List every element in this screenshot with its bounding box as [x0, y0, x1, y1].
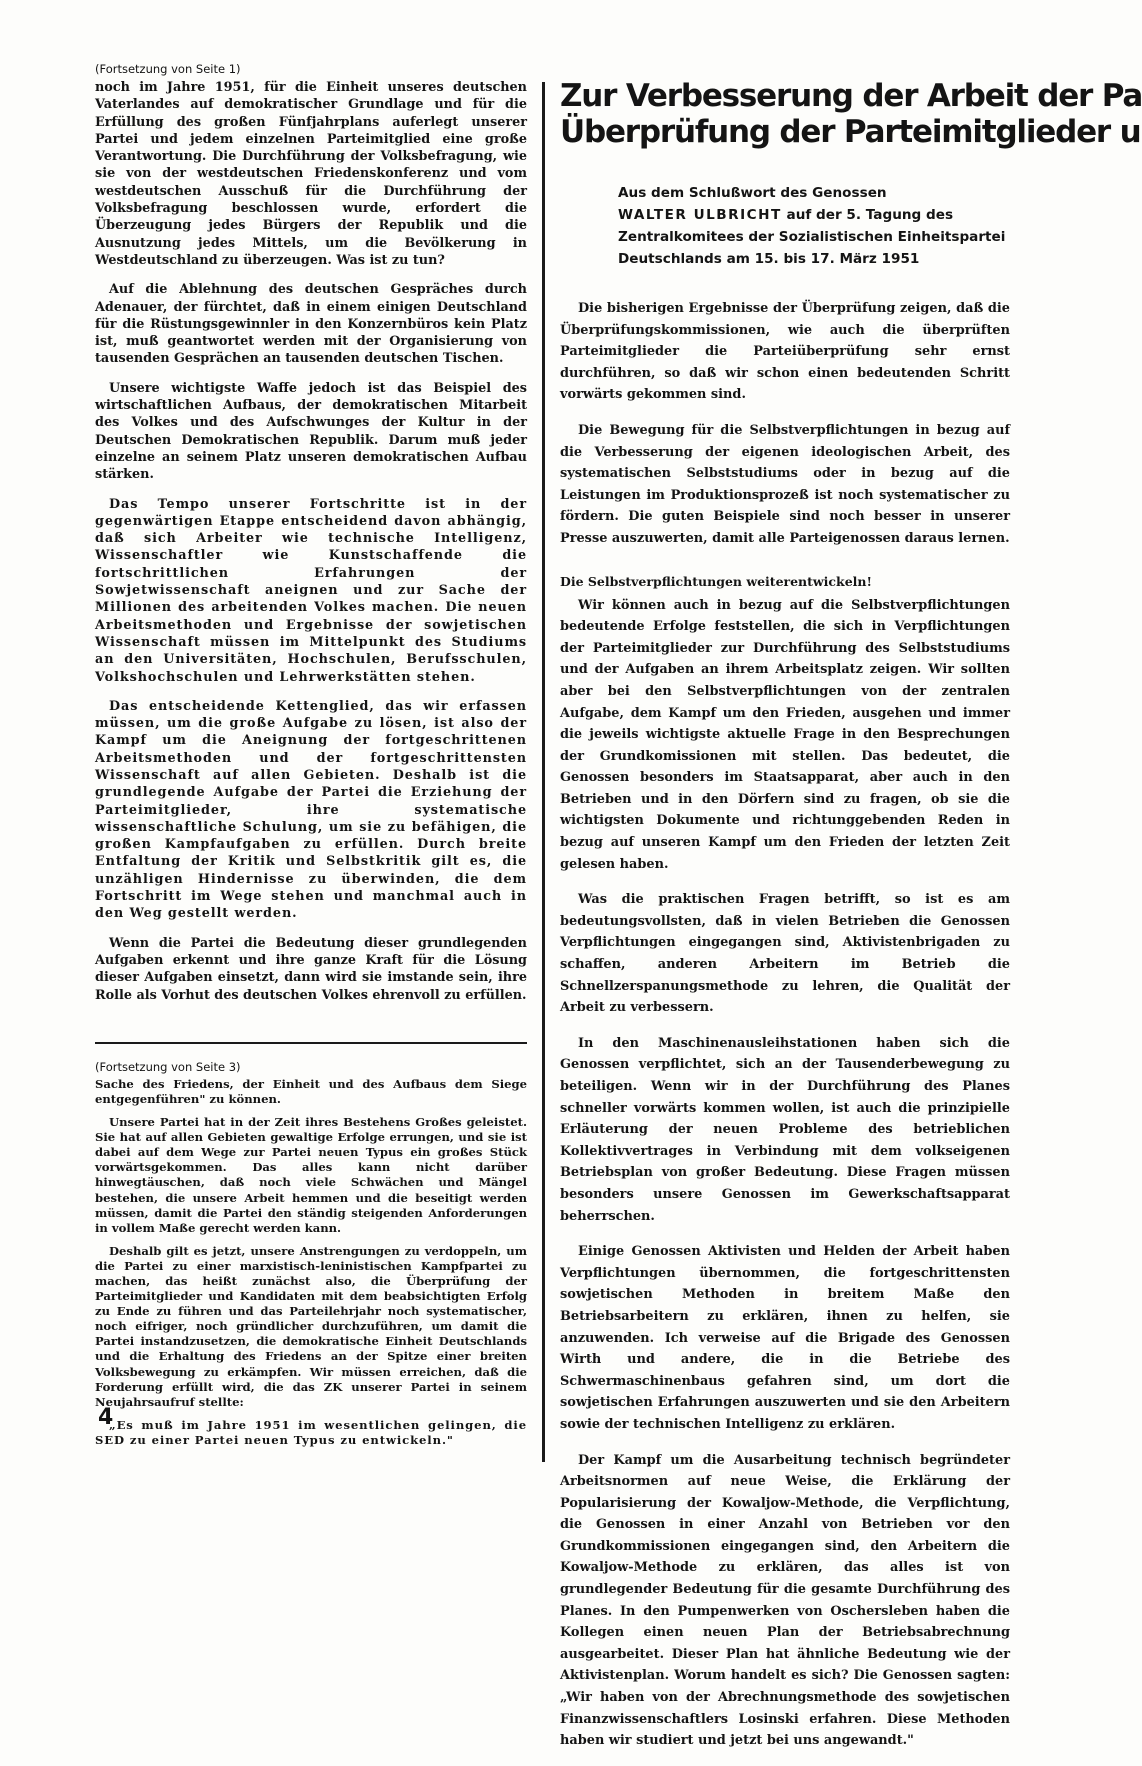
body-paragraph: „Es muß im Jahre 1951 im wesentlichen gelingen, die SED zu einer Partei neuen Typus zu entwickeln." — [95, 1417, 527, 1447]
body-paragraph: Deshalb gilt es jetzt, unsere Anstrengungen zu verdoppeln, um die Partei zu einer marxistisch-leninistischen Kampfpartei zu machen, das heißt zunächst also, die Überprüfung der Parteimitglieder und Kandidaten mit dem beabsichtigten Erfolg zu Ende zu führen und das Parteilehrjahr noch systematischer, noch eifriger, noch gründlicher durchzuführen, um damit die Partei instandzusetzen, die demokratische Einheit Deutschlands und die Erhaltung des Friedens an der Spitze einer breiten Volksbewegung zu erkämpfen. Wir müssen erreichen, daß die Forderung erfüllt wird, die das ZK unserer Partei in seinem Neujahrsaufruf stellte: — [95, 1243, 527, 1409]
column-divider — [542, 82, 545, 1462]
body-paragraph: Das Tempo unserer Fortschritte ist in der gegenwärtigen Etappe entscheidend davon abhängig, daß sich Arbeiter wie technische Intelligenz, Wissenschaftler wie Kunstschaffende die fortschrittlichen Erfahrungen der Sowjetwissenschaft aneignen und zur Sache der Millionen des arbeitenden Volkes machen. Die neuen Arbeitsmethoden und Ergebnisse der sowjetischen Wissenschaft müssen im Mittelpunkt des Studiums an den Universitäten, Hochschulen, Berufsschulen, Volkshochschulen und Lehrwerkstätten stehen. — [95, 496, 527, 685]
body-paragraph: In den Maschinenausleihstationen haben sich die Genossen verpflichtet, sich an der Tausenderbewegung zu beteiligen. Wenn wir in der Durchführung des Planes schneller vorwärts kommen wollen, ist auch die prinzipielle Erläuterung der neuen Probleme des betrieblichen Kollektivvertrages in Verbindung mit dem volkseigenen Betriebsplan von großer Bedeutung. Diese Fragen müssen besonders unsere Genossen im Gewerkschaftsapparat beherrschen. — [560, 1035, 1010, 1224]
body-paragraph: Was die praktischen Fragen betrifft, so ist es am bedeutungsvollsten, daß in vielen Betrieben die Genossen Verpflichtungen eingegangen sind, Aktivistenbrigaden zu schaffen, anderen Arbeitern im Betrieb die Schnellzerspanungsmethode zu lehren, die Qualität der Arbeit zu verbessern. — [560, 892, 1010, 1016]
author-name: WALTER ULBRICHT — [618, 207, 782, 223]
section-subhead: Die Selbstverpflichtungen weiterentwickeln! — [560, 573, 872, 589]
article-headline: Überprüfung der Parteimitglieder u — [560, 114, 1141, 150]
body-paragraph: Der Kampf um die Ausarbeitung technisch begründeter Arbeitsnormen auf neue Weise, die Erklärung der Popularisierung der Kowaljow-Methode, die Verpflichtung, die Genossen in einer Anzahl von Betrieben vor den Grundkommissionen eingegangen sind, den Arbeitern die Kowaljow-Methode zu erklären, das alles ist von grundlegender Bedeutung für die gesamte Durchführung des Planes. In den Pumpenwerken von Oschersleben haben die Kollegen einen neuen Plan der Betriebsabrechnung ausgearbeitet. Dieser Plan hat ähnliche Bedeutung wie der Aktivistenplan. Worum handelt es sich? Die Genossen sagten: „Wir haben von der Abrechnungsmethode des sowjetischen Finanzwissenschaftlers Losinski erfahren. Diese Methoden haben wir studiert und jetzt bei uns angewandt." — [560, 1452, 1010, 1749]
body-paragraph: Unsere Partei hat in der Zeit ihres Bestehens Großes geleistet. Sie hat auf allen Gebieten gewaltige Erfolge errungen, und sie ist dabei auf dem Wege zur Partei neuen Typus ein großes Stück vorwärtsgekommen. Das alles kann nicht darüber hinwegtäuschen, daß noch viele Schwächen und Mängel bestehen, die unsere Arbeit hemmen und die beseitigt werden müssen, damit die Partei den ständig steigenden Anforderungen in vollem Maße gerecht werden kann. — [95, 1115, 527, 1235]
article-headline: Zur Verbesserung der Arbeit der Pa — [560, 78, 1142, 114]
body-paragraph: Einige Genossen Aktivisten und Helden der Arbeit haben Verpflichtungen übernommen, die fortgeschrittensten sowjetischen Methoden in breitem Maße den Betriebsarbeitern zu erklären, ihnen zu helfen, sie anzuwenden. Ich verweise auf die Brigade des Genossen Wirth und andere, die in die Betriebe des Schwermaschinenbaus gefahren sind, um dort die sowjetischen Erfahrungen auszuwerten und sie den Arbeitern sowie der technischen Intelligenz zu erklären. — [560, 1244, 1010, 1432]
page-number: 4 — [98, 1405, 114, 1430]
intro-line: Deutschlands am 15. bis 17. März 1951 — [618, 251, 920, 267]
body-paragraph: noch im Jahre 1951, für die Einheit unseres deutschen Vaterlandes auf demokratischer Grundlage und für die Erfüllung des großen Fünfjahrplans auferlegt unserer Partei und jedem einzelnen Parteimitglied eine große Verantwortung. Die Durchführung der Volksbefragung, wie sie von der westdeutschen Friedenskonferenz und vom westdeutschen Ausschuß für die Durchführung der Volksbefragung beschlossen wurde, erfordert die Überzeugung jedes Bürgers der Republik und die Ausnutzung jedes Mittels, um die Bevölkerung in Westdeutschland zu überzeugen. Was ist zu tun? — [95, 80, 527, 268]
right-column — [560, 78, 1142, 1766]
continuation-label-2: (Fortsetzung von Seite 3) — [95, 1059, 241, 1074]
body-paragraph: Auf die Ablehnung des deutschen Gespräches durch Adenauer, der fürchtet, daß in einem einigen Deutschland für die Rüstungsgewinnler in den Konzernbüros kein Platz ist, muß geantwortet werden mit der Organisierung von tausenden Gesprächen an tausenden deutschen Tischen. — [95, 282, 527, 367]
intro-line: Zentralkomitees der Sozialistischen Einheitspartei — [618, 229, 1006, 245]
body-paragraph: Das entscheidende Kettenglied, das wir erfassen müssen, um die große Aufgabe zu lösen, ist also der Kampf um die Aneignung der fortgeschrittenen Arbeitsmethoden und der fortgeschrittensten Wissenschaft auf allen Gebieten. Deshalb ist die grundlegende Aufgabe der Partei die Erziehung der Parteimitglieder, ihre systematische wissenschaftliche Schulung, um sie zu befähigen, die großen Kampfaufgaben zu erfüllen. Durch breite Entfaltung der Kritik und Selbstkritik gilt es, die unzähligen Hindernisse zu überwinden, die dem Fortschritt im Wege stehen und manchmal auch in den Weg gestellt werden. — [95, 698, 527, 922]
body-paragraph: Die Bewegung für die Selbstverpflichtungen in bezug auf die Verbesserung der eigenen ideologischen Arbeit, des systematischen Selbststudiums oder in bezug auf die Leistungen im Produktionsprozeß ist noch systematischer zu fördern. Die guten Beispiele sind noch besser in unserer Presse auszuwerten, damit alle Parteigenossen daraus lernen. — [560, 422, 1010, 546]
body-paragraph: Wenn die Partei die Bedeutung dieser grundlegenden Aufgaben erkennt und ihre ganze Kraft für die Lösung dieser Aufgaben einsetzt, dann wird sie imstande sein, ihre Rolle als Vorhut des deutschen Volkes ehrenvoll zu erfüllen. — [95, 935, 527, 1003]
left-column — [95, 62, 527, 1456]
body-paragraph: Unsere wichtigste Waffe jedoch ist das Beispiel des wirtschaftlichen Aufbaus, der demokratischen Mitarbeit des Volkes und des Aufschwunges der Kultur in der Deutschen Demokratischen Republik. Darum muß jeder einzelne an seinem Platz unseren demokratischen Aufbau stärken. — [95, 380, 527, 483]
body-paragraph: Sache des Friedens, der Einheit und des Aufbaus dem Siege entgegenführen" zu können. — [95, 1076, 527, 1106]
intro-line-rest: auf der 5. Tagung des — [781, 207, 954, 223]
body-paragraph: Die bisherigen Ergebnisse der Überprüfung zeigen, daß die Überprüfungskommissionen, wie auch die überprüften Parteimitglieder die Parteiüberprüfung sehr ernst durchführen, so daß wir schon einen bedeutenden Schritt vorwärts gekommen sind. — [560, 301, 1010, 403]
section-divider — [95, 1042, 527, 1044]
intro-line — [618, 204, 1010, 226]
article-intro — [618, 182, 1010, 270]
intro-line: Aus dem Schlußwort des Genossen — [618, 185, 887, 201]
body-paragraph: Wir können auch in bezug auf die Selbstverpflichtungen bedeutende Erfolge feststellen, die sich in Verpflichtungen der Parteimitglieder zur Durchführung des Selbststudiums und der Aufgaben an ihrem Arbeitsplatz zeigen. Wir sollten aber bei den Selbstverpflichtungen von der zentralen Aufgabe, dem Kampf um den Frieden, ausgehen und immer die jeweils wichtigste aktuelle Frage in den Besprechungen der Grundkomissionen mit stellen. Das bedeutet, die Genossen besonders im Staatsapparat, aber auch in den Betrieben und in den Dörfern sind zu fragen, ob sie die wichtigsten Dokumente und richtunggebenden Reden in bezug auf unseren Kampf um den Frieden der letzten Zeit gelesen haben. — [560, 597, 1010, 872]
continuation-label: (Fortsetzung von Seite 1) — [95, 62, 241, 76]
